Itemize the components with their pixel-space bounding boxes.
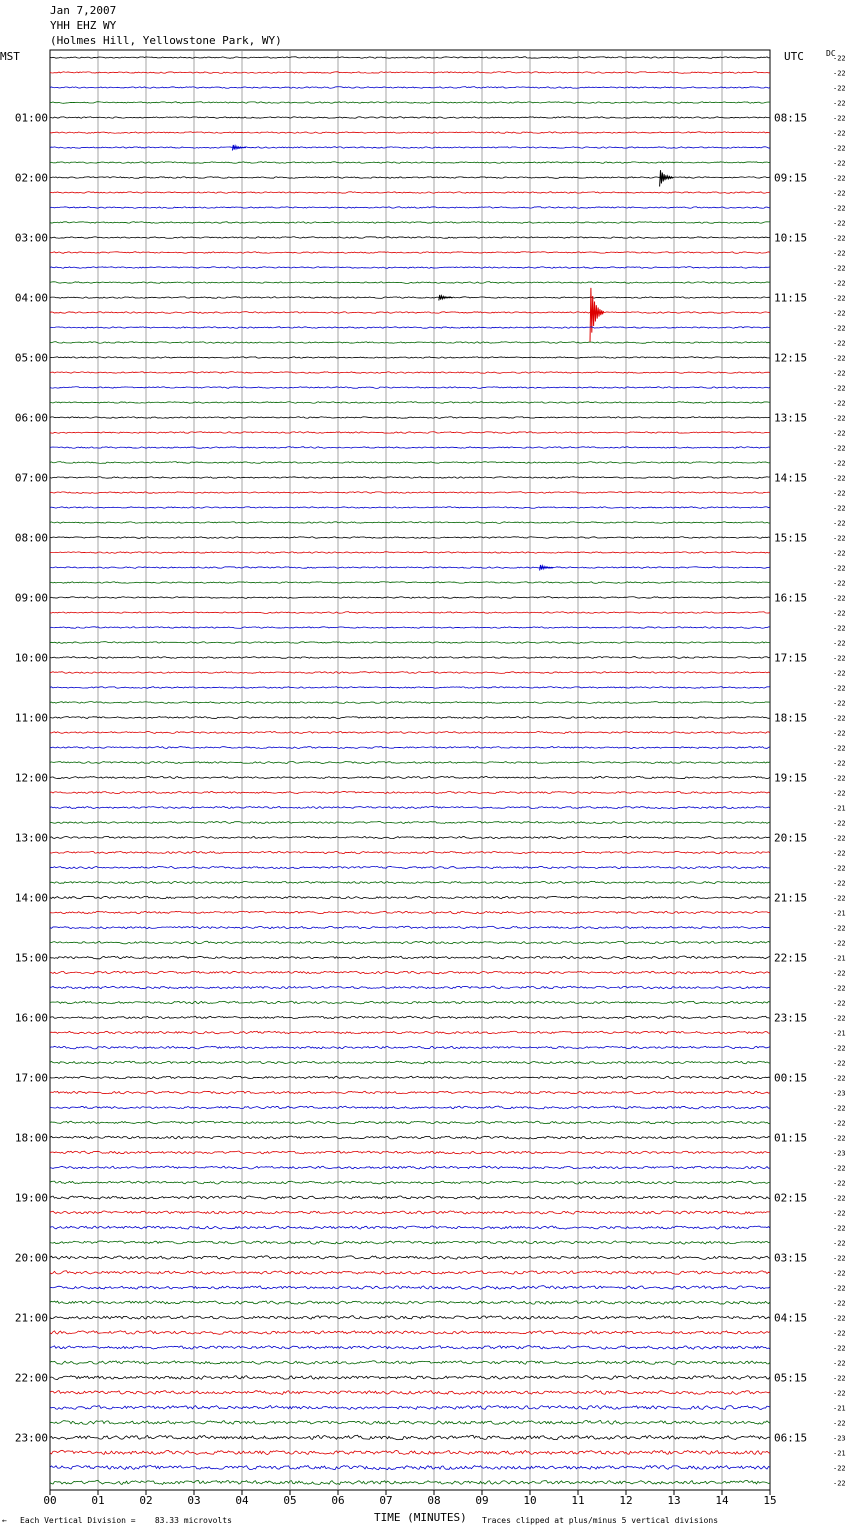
dc-offset-value: -22 [833,774,846,783]
x-axis-title: TIME (MINUTES) [374,1511,467,1524]
dc-offset-value: -22 [833,1419,846,1428]
seismogram-trace [50,402,770,404]
dc-offset-value: -22 [833,1179,846,1188]
x-tick-label: 13 [667,1494,681,1507]
dc-offset-value: -22 [833,1224,846,1233]
dc-offset-value: -22 [833,1194,846,1203]
dc-offset-value: -22 [833,639,846,648]
recording-date: Jan 7,2007 [50,4,117,17]
seismogram-trace [50,717,770,719]
mst-hour-label: 11:00 [14,711,48,725]
seismogram-trace [50,567,770,569]
dc-offset-value: -22 [833,1359,846,1368]
dc-offset-value: -22 [833,939,846,948]
dc-offset-value: -22 [833,354,846,363]
utc-hour-label: 02:15 [774,1191,808,1205]
mst-hour-label: 20:00 [14,1251,48,1265]
dc-offset-value: -22 [833,1479,846,1488]
dc-offset-value: -22 [833,714,846,723]
seismogram-trace [50,132,770,134]
dc-offset-value: -22 [833,594,846,603]
dc-offset-value: -22 [833,279,846,288]
mst-hour-label: 19:00 [14,1191,48,1205]
utc-hour-label: 11:15 [774,291,808,305]
seismogram-trace [50,851,770,853]
seismogram-trace [50,1241,770,1244]
utc-hour-label: 22:15 [774,951,808,965]
dc-offset-value: -23 [833,1434,846,1443]
mst-hour-label: 18:00 [14,1131,48,1145]
mst-hour-label: 10:00 [14,651,48,665]
x-tick-label: 00 [43,1494,57,1507]
dc-offset-value: -22 [833,144,846,153]
station-location: (Holmes Hill, Yellowstone Park, WY) [50,34,282,47]
dc-offset-value: -22 [833,654,846,663]
seismogram-trace [50,642,770,644]
seismogram-trace [50,582,770,584]
x-tick-label: 08 [427,1494,441,1507]
seismogram-trace [50,1076,770,1079]
utc-hour-label: 10:15 [774,231,808,245]
utc-hour-label: 06:15 [774,1431,808,1445]
seismogram-trace [50,1435,770,1440]
dc-offset-value: -22 [833,1164,846,1173]
seismogram-trace [50,162,770,164]
dc-offset-value: -22 [833,789,846,798]
dc-offset-value: -22 [833,1104,846,1113]
seismogram-trace [50,1151,770,1154]
seismogram-trace [50,432,770,434]
utc-hour-label: 21:15 [774,891,808,905]
seismogram-trace [50,881,770,883]
dc-offset-value: -22 [833,1299,846,1308]
dc-offset-value: -22 [833,894,846,903]
dc-offset-value: -22 [833,114,846,123]
dc-offset-value: -22 [833,459,846,468]
mst-hour-label: 05:00 [14,351,48,365]
seismogram-trace [50,537,770,539]
x-tick-label: 14 [715,1494,729,1507]
dc-offset-value: -22 [833,1284,846,1293]
dc-offset-value: -22 [833,1269,846,1278]
seismogram-trace [50,1361,770,1365]
seismogram-trace [50,866,770,868]
seismogram-trace [50,297,770,299]
dc-offset-value: -22 [833,489,846,498]
utc-hour-label: 20:15 [774,831,808,845]
x-tick-label: 15 [763,1494,777,1507]
dc-offset-value: -22 [833,1464,846,1473]
seismogram-trace [50,252,770,254]
mst-hour-label: 17:00 [14,1071,48,1085]
seismogram-trace [50,87,770,89]
seismogram-trace [50,57,770,59]
seismogram-trace [50,776,770,778]
utc-hour-label: 23:15 [774,1011,808,1025]
mst-hour-label: 16:00 [14,1011,48,1025]
dc-offset-value: -22 [833,249,846,258]
seismogram-trace [50,627,770,629]
seismogram-trace [50,462,770,464]
seismogram-trace [50,357,770,358]
utc-axis-label: UTC [784,50,804,63]
dc-offset-value: -22 [833,744,846,753]
dc-offset-value: -23 [833,1149,846,1158]
seismogram-trace [50,267,770,269]
dc-offset-value: -22 [833,234,846,243]
seismogram-trace [50,732,770,734]
utc-hour-label: 12:15 [774,351,808,365]
seismogram-trace [50,1256,770,1259]
seismogram-trace [50,806,770,808]
x-tick-label: 05 [283,1494,297,1507]
dc-offset-value: -22 [833,1059,846,1068]
dc-offset-value: -22 [833,1254,846,1263]
dc-offset-value: -22 [833,54,846,63]
seismogram-trace [50,1106,770,1109]
seismogram-trace [50,552,770,554]
dc-offset-value: -22 [833,969,846,978]
dc-offset-value: -22 [833,399,846,408]
dc-offset-value: -22 [833,849,846,858]
dc-offset-value: -22 [833,504,846,513]
dc-offset-value: -22 [833,264,846,273]
x-tick-label: 02 [139,1494,153,1507]
dc-offset-value: -22 [833,159,846,168]
dc-offset-value: -22 [833,69,846,78]
dc-offset-value: -22 [833,474,846,483]
dc-offset-value: -22 [833,879,846,888]
seismogram-trace [50,1406,770,1410]
seismogram-trace [50,1331,770,1335]
seismogram-trace [50,1286,770,1290]
seismogram-trace [50,956,770,959]
dc-offset-value: -22 [833,309,846,318]
seismogram-trace [50,1316,770,1319]
seismogram-trace [50,1181,770,1184]
utc-hour-label: 04:15 [774,1311,808,1325]
dc-offset-value: -22 [833,819,846,828]
mst-hour-label: 12:00 [14,771,48,785]
x-tick-label: 11 [571,1494,585,1507]
seismogram-trace [50,597,770,599]
x-tick-label: 04 [235,1494,249,1507]
dc-offset-value: -22 [833,729,846,738]
mst-hour-label: 07:00 [14,471,48,485]
scale-marker: ← [2,1516,7,1525]
seismogram-trace [50,192,770,194]
utc-hour-label: 01:15 [774,1131,808,1145]
dc-offset-value: -22 [833,924,846,933]
seismogram-trace [50,387,770,389]
seismogram-trace [50,1136,770,1139]
x-tick-label: 10 [523,1494,537,1507]
dc-offset-value: -22 [833,219,846,228]
dc-offset-value: -22 [833,1014,846,1023]
mst-axis-label: MST [0,50,20,63]
seismogram-trace [50,1376,770,1380]
seismogram-trace [50,1061,770,1064]
seismogram-trace [50,762,770,764]
seismogram-trace [50,522,770,524]
seismogram-trace [50,72,770,74]
dc-offset-value: -22 [833,324,846,333]
mst-hour-label: 14:00 [14,891,48,905]
seismogram-trace [50,117,770,119]
mst-hour-label: 13:00 [14,831,48,845]
seismogram-trace [50,417,770,419]
seismogram-trace [50,657,770,659]
seismogram-trace [50,1091,770,1094]
seismogram-trace [50,747,770,749]
seismogram-trace [50,372,770,374]
mst-hour-label: 06:00 [14,411,48,425]
dc-offset-value: -22 [833,1389,846,1398]
dc-offset-value: -22 [833,204,846,213]
x-tick-label: 03 [187,1494,201,1507]
utc-hour-label: 19:15 [774,771,808,785]
dc-offset-value: -22 [833,1329,846,1338]
dc-offset-value: -22 [833,444,846,453]
x-tick-label: 12 [619,1494,633,1507]
seismogram-trace [50,1465,770,1469]
dc-offset-value: -22 [833,84,846,93]
dc-offset-value: -22 [833,1074,846,1083]
dc-offset-value: -22 [833,189,846,198]
seismogram-trace [50,612,770,614]
mst-hour-label: 01:00 [14,111,48,125]
dc-offset-value: -22 [833,414,846,423]
seismogram-trace [50,926,770,928]
seismogram-trace [50,1226,770,1229]
utc-hour-label: 18:15 [774,711,808,725]
utc-hour-label: 17:15 [774,651,808,665]
dc-offset-value: -22 [833,699,846,708]
seismogram-trace [50,477,770,479]
dc-offset-value: -22 [833,579,846,588]
mst-hour-label: 03:00 [14,231,48,245]
utc-hour-label: 05:15 [774,1371,808,1385]
mst-hour-label: 08:00 [14,531,48,545]
seismogram-trace [50,1031,770,1034]
mst-hour-label: 22:00 [14,1371,48,1385]
utc-hour-label: 13:15 [774,411,808,425]
dc-offset-value: -22 [833,1044,846,1053]
dc-offset-value: -21 [833,1449,846,1458]
dc-offset-value: -22 [833,984,846,993]
seismogram-trace [50,687,770,689]
utc-hour-label: 16:15 [774,591,808,605]
seismogram-trace [50,911,770,913]
dc-offset-value: -22 [833,624,846,633]
x-tick-label: 06 [331,1494,345,1507]
seismogram-trace [50,1420,770,1424]
seismogram-trace [50,312,770,314]
dc-offset-value: -22 [833,1239,846,1248]
seismogram-trace [50,342,770,344]
seismogram-trace [50,147,770,149]
seismic-event-burst [660,170,674,186]
seismogram-trace [50,1480,770,1484]
seismogram-trace [50,102,770,104]
utc-hour-label: 03:15 [774,1251,808,1265]
dc-offset-value: -22 [833,384,846,393]
vertical-division-scale: Each Vertical Division = 83.33 microvolts [20,1516,232,1525]
x-tick-label: 01 [91,1494,105,1507]
dc-offset-value: -22 [833,609,846,618]
dc-offset-label: DC [826,49,836,58]
seismogram-trace [50,836,770,838]
dc-offset-value: -22 [833,1119,846,1128]
seismogram-trace [50,1121,770,1124]
seismogram-trace [50,1016,770,1019]
dc-offset-value: -21 [833,954,846,963]
dc-offset-value: -22 [833,999,846,1008]
clip-note: Traces clipped at plus/minus 5 vertical divisions [482,1516,719,1525]
dc-offset-value: -22 [833,519,846,528]
seismogram-trace [50,821,770,823]
seismogram-trace [50,447,770,449]
utc-hour-label: 09:15 [774,171,808,185]
dc-offset-value: -22 [833,834,846,843]
dc-offset-value: -22 [833,1344,846,1353]
seismogram-trace [50,1301,770,1304]
seismic-event-burst [590,288,604,343]
mst-hour-label: 04:00 [14,291,48,305]
dc-offset-value: -21 [833,1404,846,1413]
dc-offset-value: -21 [833,1029,846,1038]
mst-hour-label: 09:00 [14,591,48,605]
seismogram-trace [50,672,770,674]
seismogram-trace [50,237,770,239]
seismogram-trace [50,1166,770,1169]
x-tick-label: 07 [379,1494,393,1507]
seismogram-trace [50,207,770,209]
x-tick-label: 09 [475,1494,489,1507]
utc-hour-label: 08:15 [774,111,808,125]
dc-offset-value: -22 [833,174,846,183]
seismogram-trace [50,971,770,974]
seismogram-trace [50,222,770,224]
dc-offset-value: -22 [833,1209,846,1218]
mst-hour-label: 21:00 [14,1311,48,1325]
seismogram-trace [50,941,770,944]
dc-offset-value: -21 [833,909,846,918]
seismogram-trace [50,282,770,284]
dc-offset-value: -22 [833,549,846,558]
dc-offset-value: -22 [833,1134,846,1143]
dc-offset-value: -22 [833,1374,846,1383]
seismogram-trace [50,1450,770,1454]
dc-offset-value: -22 [833,99,846,108]
seismogram-trace [50,327,770,329]
dc-offset-value: -23 [833,1089,846,1098]
dc-offset-value: -22 [833,429,846,438]
dc-offset-value: -22 [833,369,846,378]
dc-offset-value: -22 [833,864,846,873]
utc-hour-label: 14:15 [774,471,808,485]
seismogram-trace [50,1391,770,1395]
seismogram-trace [50,791,770,793]
mst-hour-label: 15:00 [14,951,48,965]
dc-offset-value: -22 [833,339,846,348]
dc-offset-value: -22 [833,759,846,768]
dc-offset-value: -21 [833,804,846,813]
station-code: YHH EHZ WY [50,19,117,32]
mst-hour-label: 23:00 [14,1431,48,1445]
seismogram-trace [50,986,770,989]
seismogram-trace [50,1196,770,1199]
seismogram-trace [50,1271,770,1274]
seismogram-trace [50,507,770,509]
seismogram-trace [50,1001,770,1004]
dc-offset-value: -22 [833,564,846,573]
dc-offset-value: -22 [833,534,846,543]
seismogram-trace [50,1211,770,1214]
mst-hour-label: 02:00 [14,171,48,185]
seismogram-trace [50,702,770,704]
dc-offset-value: -22 [833,669,846,678]
seismogram-trace [50,1346,770,1349]
utc-hour-label: 15:15 [774,531,808,545]
dc-offset-value: -22 [833,684,846,693]
seismogram-trace [50,1046,770,1049]
dc-offset-value: -22 [833,294,846,303]
dc-offset-value: -22 [833,129,846,138]
dc-offset-value: -22 [833,1314,846,1323]
seismogram-trace [50,492,770,494]
utc-hour-label: 00:15 [774,1071,808,1085]
seismogram-trace [50,896,770,898]
